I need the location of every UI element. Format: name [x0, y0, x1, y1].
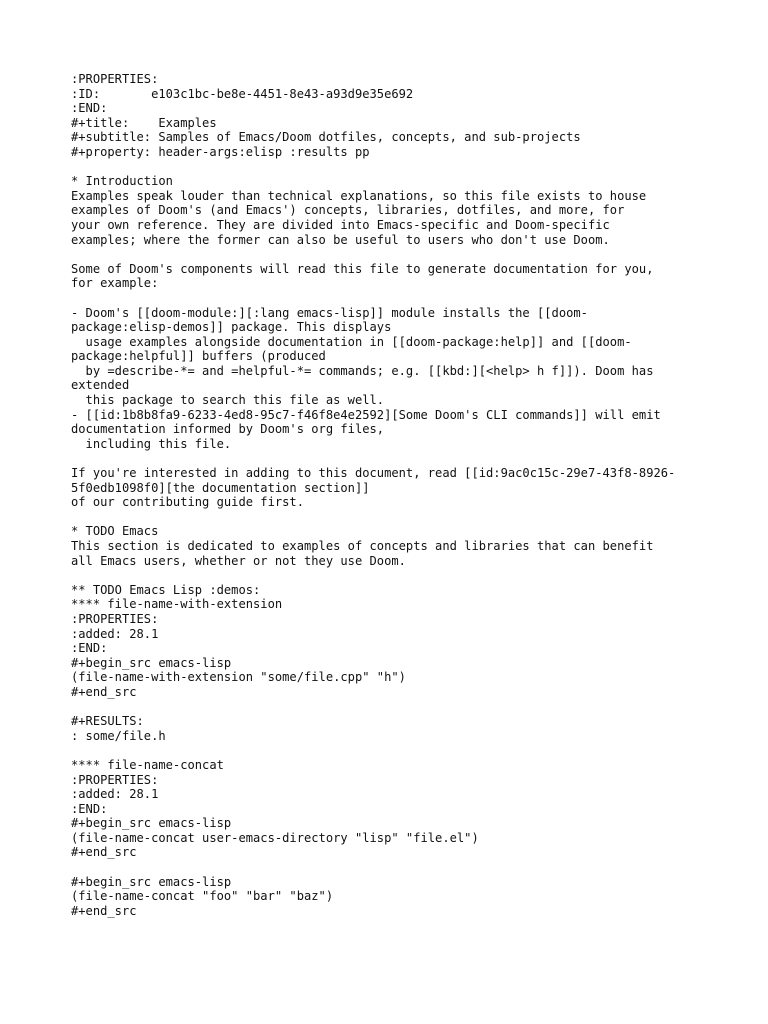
text-line: * TODO Emacs [71, 524, 159, 539]
text-line: If you're interested in adding to this document, read [[id:9ac0c15c-29e7-43f8-8926- [71, 466, 676, 481]
text-line: ** TODO Emacs Lisp :demos: [71, 582, 261, 597]
text-line: - Doom's [[doom-module:][:lang emacs-lisp]] module installs the [[doom- [71, 305, 588, 320]
text-line: #+begin_src emacs-lisp [71, 655, 232, 670]
text-line: all Emacs users, whether or not they use Doom. [71, 553, 406, 568]
text-line: examples of Doom's (and Emacs') concepts, libraries, dotfiles, and more, for [71, 203, 625, 218]
text-line: examples; where the former can also be useful to users who don't use Doom. [71, 232, 610, 247]
text-line: #+title: Examples [71, 115, 217, 130]
text-line: **** file-name-concat [71, 757, 224, 772]
text-line: package:elisp-demos]] package. This displays [71, 320, 392, 335]
blank-line [71, 860, 751, 875]
text-line: by =describe-*= and =helpful-*= commands; e.g. [[kbd:][<help> h f]]). Doom has [71, 363, 654, 378]
text-line: #+end_src [71, 845, 137, 860]
text-line: :PROPERTIES: [71, 611, 159, 626]
text-line: #+begin_src emacs-lisp [71, 874, 232, 889]
text-line: #+end_src [71, 684, 137, 699]
text-line: Examples speak louder than technical explanations, so this file exists to house [71, 188, 647, 203]
text-line: 5f0edb1098f0][the documentation section]] [71, 480, 370, 495]
text-line: for example: [71, 276, 159, 291]
blank-line [71, 247, 751, 262]
text-line: - [[id:1b8b8fa9-6233-4ed8-95c7-f46f8e4e2592][Some Doom's CLI commands]] will emit [71, 407, 661, 422]
text-line: : some/file.h [71, 728, 166, 743]
text-line: (file-name-concat "foo" "bar" "baz") [71, 889, 334, 904]
text-line: extended [71, 378, 130, 393]
text-line: of our contributing guide first. [71, 495, 304, 510]
text-line: :ID: e103c1bc-be8e-4451-8e43-a93d9e35e692 [71, 86, 414, 101]
text-line: (file-name-with-extension "some/file.cpp" "h") [71, 670, 406, 685]
text-line: #+property: header-args:elisp :results pp [71, 144, 370, 159]
text-line: * Introduction [71, 174, 173, 189]
text-line: Some of Doom's components will read this file to generate documentation for you, [71, 261, 654, 276]
text-line: #+end_src [71, 903, 137, 918]
blank-line [71, 510, 751, 525]
text-line: **** file-name-with-extension [71, 597, 283, 612]
text-line: (file-name-concat user-emacs-directory "lisp" "file.el") [71, 830, 479, 845]
blank-line [71, 700, 751, 715]
text-line: usage examples alongside documentation in [[doom-package:help]] and [[doom- [71, 334, 632, 349]
blank-line [71, 160, 751, 175]
text-line: package:helpful]] buffers (produced [71, 349, 326, 364]
document-page [71, 72, 751, 918]
text-line: #+RESULTS: [71, 714, 144, 729]
text-line: :PROPERTIES: [71, 72, 159, 86]
blank-line [71, 568, 751, 583]
text-line: :added: 28.1 [71, 626, 159, 641]
text-line: :added: 28.1 [71, 787, 159, 802]
text-line: This section is dedicated to examples of concepts and libraries that can benefit [71, 539, 654, 553]
blank-line [71, 743, 751, 758]
blank-line [71, 451, 751, 466]
text-line: :END: [71, 641, 108, 656]
text-line: documentation informed by Doom's org files, [71, 422, 385, 437]
text-line: #+subtitle: Samples of Emacs/Doom dotfiles, concepts, and sub-projects [71, 130, 581, 145]
text-line: your own reference. They are divided into Emacs-specific and Doom-specific [71, 217, 610, 232]
text-line: :END: [71, 801, 108, 816]
text-line: this package to search this file as well. [71, 393, 385, 408]
text-line: #+begin_src emacs-lisp [71, 816, 232, 831]
blank-line [71, 291, 751, 306]
text-line: :PROPERTIES: [71, 772, 159, 787]
text-line: including this file. [71, 436, 232, 451]
text-line: :END: [71, 101, 108, 116]
